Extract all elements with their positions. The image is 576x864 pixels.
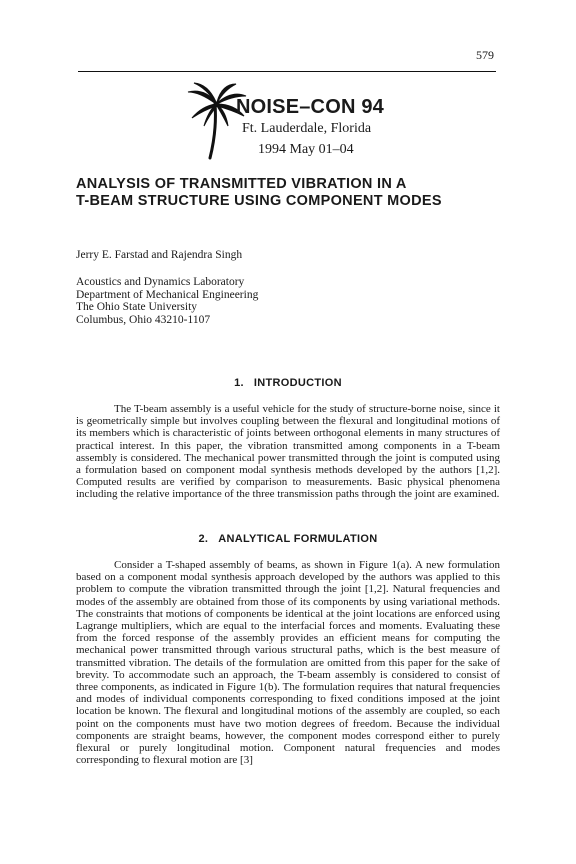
section-heading-analytical-formulation bbox=[76, 533, 500, 545]
header-rule bbox=[78, 71, 496, 72]
title-line: T-BEAM STRUCTURE USING COMPONENT MODES bbox=[76, 193, 442, 209]
conference-date: 1994 May 01–04 bbox=[258, 142, 354, 157]
section-heading-introduction bbox=[76, 377, 500, 389]
section-title: INTRODUCTION bbox=[253, 377, 342, 389]
affiliation-line: The Ohio State University bbox=[76, 301, 198, 313]
affiliation-line: Department of Mechanical Engineering bbox=[76, 288, 259, 301]
title-line: ANALYSIS OF TRANSMITTED VIBRATION IN A bbox=[76, 176, 407, 192]
conference-name: NOISE–CON 94 bbox=[236, 96, 385, 118]
section-title: ANALYTICAL FORMULATION bbox=[218, 533, 378, 545]
paper-title bbox=[76, 176, 516, 210]
section-number: 2. bbox=[198, 533, 209, 545]
formulation-paragraph: Consider a T-shaped assembly of beams, as shown in Figure 1(a). A new formulation based on a component modal synthesis approach developed by the authors was applied to this problem to compute the vibration transmitted through the joint [1,2]. Natural frequencies and modes of the assembly are obtained from those of its components by using variational methods. The constraints that motions of components be identical at the joint locations are enforced using Lagrange multipliers, which are equal to the interfacial forces and moments. Evaluating these from the forced response of the assembly provides an efficient means for computing the mechanical power transmitted through various structural paths, which is the best measure of transmitted vibration. The details of the formulation are omitted from this paper for the sake of brevity. To accommodate such an approach, the T-beam assembly is considered to consist of three components, as indicated in Figure 1(b). The formulation requires that natural frequencies and modes of individual components corresponding to fixed conditions imposed at the joint location be known. The flexural and longitudinal motions of the assembly are coupled, so each point on the components must have two motion degrees of freedom. Because the individual components are straight beams, however, the component modes correspond either to purely flexural or purely longitudinal motion. Component natural frequencies and modes corresponding to flexural motion are [3] bbox=[76, 559, 500, 767]
page-number: 579 bbox=[476, 48, 494, 62]
introduction-paragraph: The T-beam assembly is a useful vehicle for the study of structure-borne noise, since it is geometrically simple but involves coupling between the flexural and longitudinal motions of its members which is characteristic of joints between orthogonal elements in many structures of practical interest. In this paper, the vibration transmitted among components in a T-beam assembly is considered. The mechanical power transmitted through the joint is computed using a formulation based on component modal synthesis methods developed by the authors [1,2]. Computed results are verified by comparison to measurements. Basic physical phenomena including the relative importance of the three transmission paths through the joint are examined. bbox=[76, 403, 500, 501]
authors: Jerry E. Farstad and Rajendra Singh bbox=[76, 249, 243, 261]
affiliation-line: Columbus, Ohio 43210-1107 bbox=[76, 313, 211, 326]
affiliation-line: Acoustics and Dynamics Laboratory bbox=[76, 276, 245, 288]
palm-tree-icon bbox=[186, 82, 248, 160]
affiliation bbox=[76, 276, 258, 326]
section-number: 1. bbox=[234, 377, 244, 389]
conference-location: Ft. Lauderdale, Florida bbox=[242, 121, 372, 136]
